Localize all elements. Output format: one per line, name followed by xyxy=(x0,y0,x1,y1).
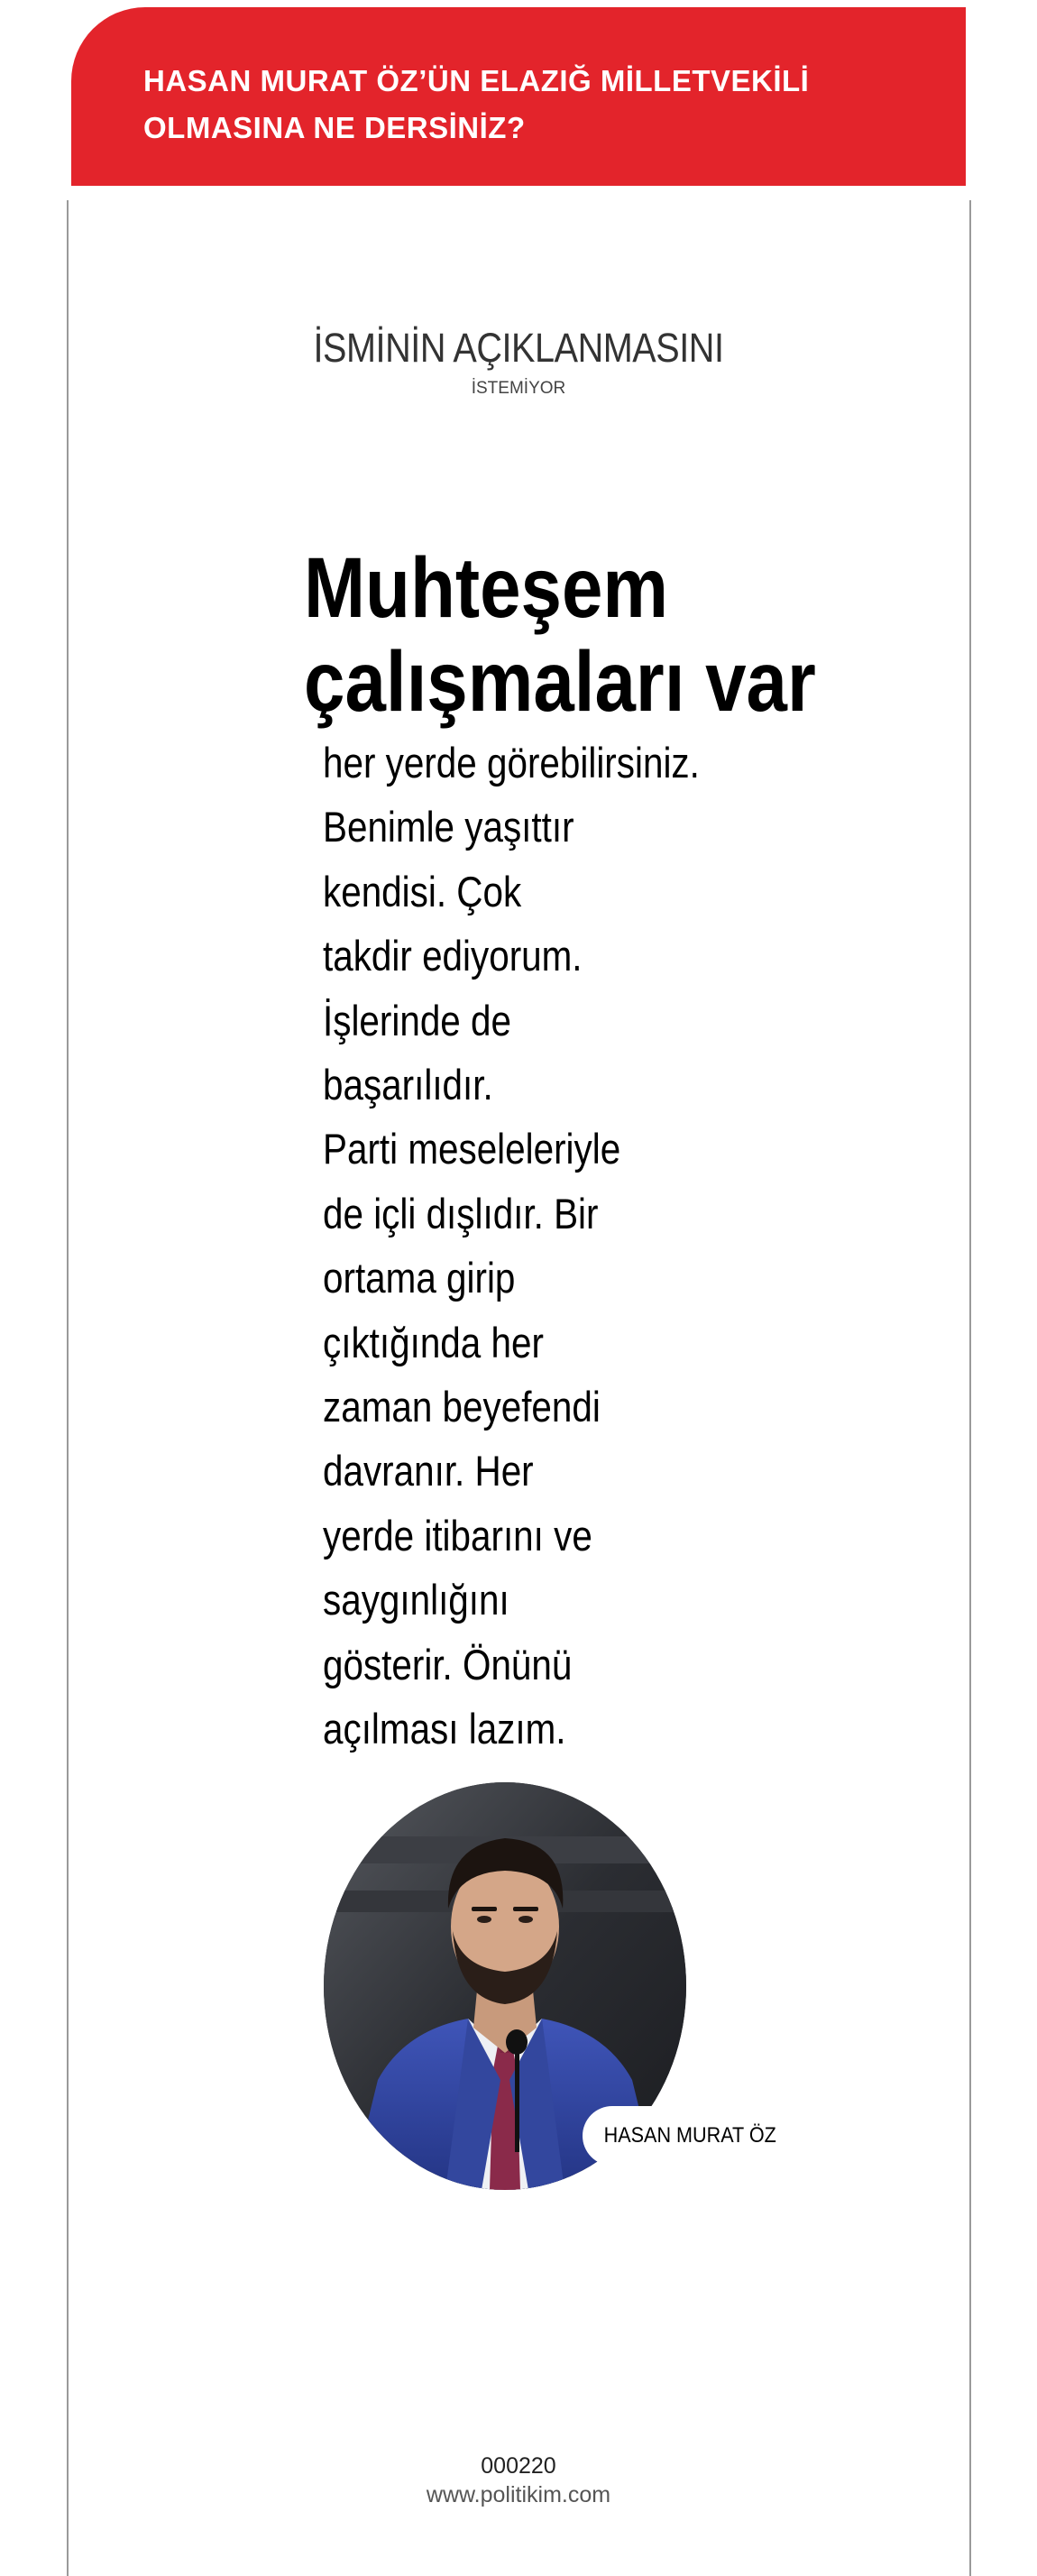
source-subtitle: İSTEMİYOR xyxy=(471,379,566,398)
article-headline: Muhteşem çalışmaları var xyxy=(304,540,816,730)
header-banner xyxy=(71,7,966,186)
header-title: HASAN MURAT ÖZ’ÜN ELAZIĞ MİLLETVEKİLİ OLMASINA NE DERSİNİZ? xyxy=(143,64,810,144)
footer-website[interactable]: www.politikim.com xyxy=(426,2482,611,2507)
photo-caption xyxy=(583,2106,797,2166)
source-name: İSMİNİN AÇIKLANMASINI xyxy=(313,325,724,371)
right-border-line xyxy=(969,200,971,2576)
article-body: her yerde görebilirsiniz. Benimle yaşıttır kendisi. Çok takdir ediyorum. İşlerinde de başarılıdır. Parti meseleleriyle de içli dışlıdır. Bir ortama girip çıktığında her zaman beyefendi davranır. Her yerde itibarını ve saygınlığını gösterir. Önünü açılması lazım. xyxy=(323,739,700,1753)
footer-code: 000220 xyxy=(481,2453,556,2479)
photo-caption-text: HASAN MURAT ÖZ xyxy=(603,2123,776,2148)
left-border-line xyxy=(67,200,69,2576)
